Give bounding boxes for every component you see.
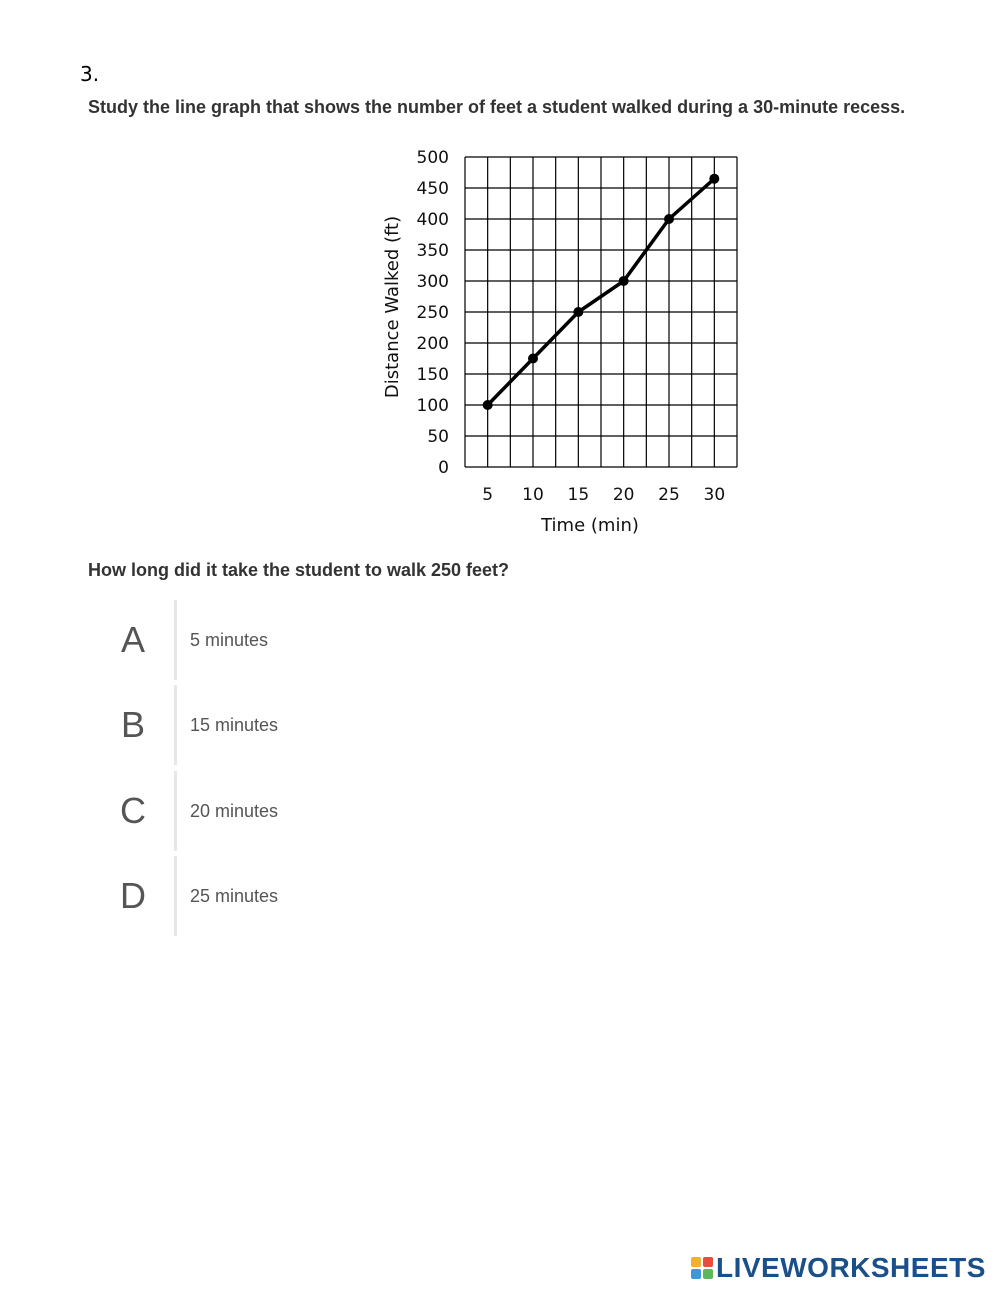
choice-text: 25 minutes xyxy=(190,886,279,906)
choice-letter: C xyxy=(120,790,146,831)
y-tick-label: 500 xyxy=(416,148,449,168)
data-point xyxy=(483,400,493,410)
y-tick-label: 150 xyxy=(416,365,449,385)
liveworksheets-logo xyxy=(691,1253,986,1283)
x-tick-label: 25 xyxy=(658,485,680,505)
question-number: 3. xyxy=(80,62,100,86)
y-tick-label: 0 xyxy=(438,458,449,478)
choice-letter: A xyxy=(120,619,145,660)
x-tick-label: 20 xyxy=(612,485,635,505)
y-tick-label: 200 xyxy=(416,334,449,354)
data-point xyxy=(709,174,719,184)
y-tick-label: 100 xyxy=(416,396,449,416)
logo-text: LIVEWORKSHEETS xyxy=(716,1252,986,1283)
choice-letter: D xyxy=(120,875,146,916)
choice-text: 15 minutes xyxy=(190,715,279,735)
x-tick-label: 5 xyxy=(482,485,494,505)
choice-text: 5 minutes xyxy=(190,630,269,650)
line-chart xyxy=(370,140,750,540)
choice-text: 20 minutes xyxy=(190,801,279,821)
answer-choice-c[interactable] xyxy=(110,771,370,851)
x-tick-label: 15 xyxy=(567,485,590,505)
question-prompt: Study the line graph that shows the number of feet a student walked during a 30-minute recess. xyxy=(88,97,906,117)
choice-letter: B xyxy=(120,704,145,745)
x-tick-label: 10 xyxy=(522,485,544,505)
answer-choice-b[interactable] xyxy=(110,685,370,765)
choice-divider xyxy=(174,600,177,680)
y-tick-label: 400 xyxy=(416,210,449,230)
y-tick-label: 350 xyxy=(416,241,449,261)
data-point xyxy=(619,276,629,286)
data-point xyxy=(664,214,674,224)
y-tick-label: 50 xyxy=(427,427,449,447)
y-tick-label: 300 xyxy=(416,272,449,292)
question-text: How long did it take the student to walk 250 feet? xyxy=(88,560,510,580)
y-axis-label: Distance Walked (ft) xyxy=(382,215,403,399)
choice-divider xyxy=(174,856,177,936)
data-point xyxy=(528,354,538,364)
answer-choice-d[interactable] xyxy=(110,856,370,936)
x-axis-label: Time (min) xyxy=(541,515,639,536)
choice-divider xyxy=(174,771,177,851)
liveworksheets-logo-icon xyxy=(691,1257,713,1279)
y-tick-label: 450 xyxy=(416,179,449,199)
choice-divider xyxy=(174,685,177,765)
y-tick-label: 250 xyxy=(416,303,449,323)
data-point xyxy=(573,307,583,317)
answer-choice-a[interactable] xyxy=(110,600,370,680)
x-tick-label: 30 xyxy=(703,485,726,505)
